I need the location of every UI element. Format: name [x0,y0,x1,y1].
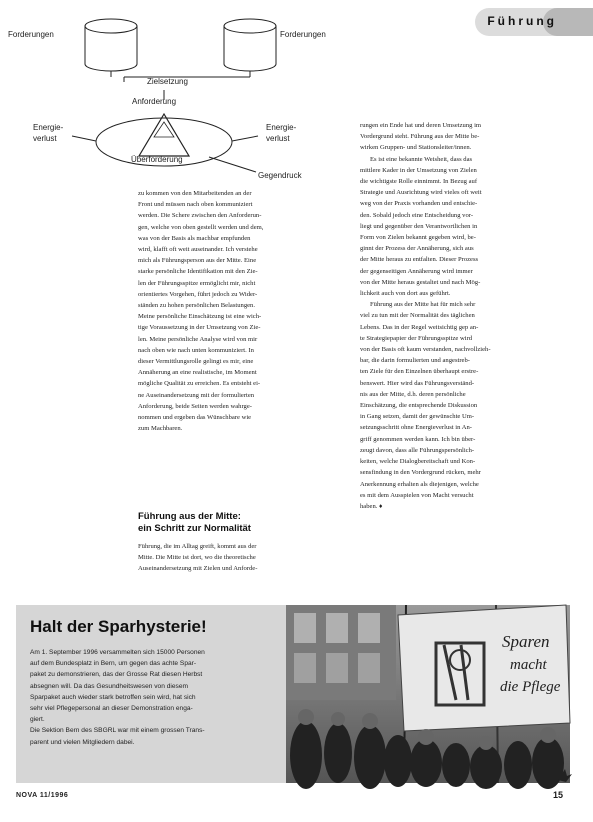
text-line: wird, klafft oft weit auseinander. Ich verstehe [138,246,258,254]
text-line: Mitte. Die Mitte ist dort, wo die theoretische [138,554,256,562]
text-line: zu kommen von den Mitarbeitenden an der [138,190,252,197]
text-line: liegt und gegenüber den Verantwortlichen in [360,222,478,230]
text-line: Vordergrund steht. Führung aus der Mitte be- [360,133,480,141]
banner-text-1: Sparen [502,632,550,651]
text-line: Meine persönliche Einschätzung ist eine wich- [138,313,262,321]
text-line: bar, die darin formulierten und angestreb- [360,357,470,365]
box-title: Halt der Sparhysterie! [30,617,207,636]
text-line: viel zu tun mit der Normalität des täglichen [360,312,475,320]
text-line: Anforderung, beide Seiten werden wahrge- [138,402,252,410]
arrow-icon [556,766,574,784]
text-line: Sparpaket auch wieder stark betroffen sein wird, hat sich [30,693,196,701]
box-text [30,647,280,748]
text-line: nach oben wie nach unten kommuniziert. In [138,346,254,354]
footer-publication: NOVA 11/1996 [16,792,69,799]
label-forderungen-left: Forderungen [8,30,54,39]
text-line: wirken Gruppen- und Stationsleiter/innen. [360,144,472,152]
text-line: parent und vielen Mitgliedern dabei. [30,738,135,746]
inner-triangle [154,122,174,137]
label-energy-loss-right-1: Energie- [266,123,297,132]
text-line: der Mitte heraus zu entfalten. Dieser Prozess [360,256,479,264]
text-line: in Gang setzen, damit der gewünschte Um- [360,413,475,421]
text-line: ständen zu hohen persönlichen Belastungen. [138,302,256,310]
text-line: griff genommen werden kann. Ich bin über- [360,435,476,443]
text-line: gen, welche von oben gestellt werden und dem, [138,223,264,231]
article-column-middle [138,188,276,434]
text-line: werden. Die Schere zwischen den Anforderun- [138,212,262,220]
text-line: tige Voraussetzung in der Umsetzung von Zie- [138,324,261,332]
demand-diagram [8,12,344,187]
banner-text-2: macht [510,657,547,673]
text-line: Einschätzung, die entsprechende Diskussion [360,402,478,410]
text-line: haben. ♦ [360,502,383,510]
text-line: ginnt der Prozess der Annäherung, sich aus [360,245,474,253]
left-cylinder-top [85,19,137,33]
text-line: weg von der Praxis vorhanden und entschie- [360,200,478,208]
text-line: die wichtigste Rolle einnimmt. In Bezug auf [360,178,478,186]
label-energy-loss-right-2: verlust [266,134,290,143]
text-line: Front und müssen nach oben kommuniziert [138,201,253,209]
text-line: len. Meine persönliche Analyse wird von mir [138,335,258,343]
label-anforderung: Anforderung [132,97,177,106]
text-line: Form von Zielen bekannt gegeben wird, be- [360,234,476,242]
right-cylinder-top [224,19,276,33]
text-line: setzungsschritt ohne Energieverlust in An- [360,424,472,432]
text-line: absegnen will. Da das Gesundheitswesen von diesem [30,682,188,690]
label-gegendruck: Gegendruck [258,171,302,180]
label-energy-loss-left-1: Energie- [33,123,64,132]
text-line: mittlere Kader in der Umsetzung von Zielen [360,166,477,174]
text-line: von der Mitte heraus gestaltet und nach Mög- [360,278,481,286]
section-title: Führung [487,14,557,28]
text-line: sensfindung in den Vordergrund rücken, mehr [360,469,481,477]
text-line: orientiertes Vorgehen, führt jedoch zu Wider- [138,290,258,298]
sidebar-box [16,605,570,783]
text-line: benswert. Hier wird das Führungsverständ- [360,379,475,387]
text-line: ne Auseinandersetzung mit der formulierten [138,391,255,399]
text-line: Es ist eine bekannte Weisheit, dass das [370,155,473,163]
page-number: 15 [552,790,563,800]
text-line: mögliche Qualität zu erreichen. Es entsteht ei- [138,380,261,388]
text-line: Führung aus der Mitte hat für mich sehr [370,301,476,309]
text-line: lichkeit auch von dort aus geführt. [360,290,451,298]
text-line: Auseinandersetzung mit Zielen und Anforde- [138,565,258,573]
subheading-line: Führung aus der Mitte: [138,511,241,522]
article-column-middle-continued [138,541,276,575]
text-line: paket zu demonstrieren, das der Grosse Rat diesen Herbst [30,671,203,679]
text-line: auf dem Bundesplatz in Bern, um gegen das achte Spar- [30,660,197,668]
text-line: Am 1. September 1996 versammelten sich 15000 Personen [30,649,205,656]
text-line: giert. [30,716,45,724]
text-line: Lebens. Das in der Regel weitsichtig gep an- [360,323,479,331]
label-ueberforderung: Überforderung [131,155,183,164]
left-cylinder-bottom [85,64,137,71]
right-cylinder-bottom [224,64,276,71]
text-line: sehr viel Pflegepersonal an dieser Demonstration enga- [30,705,193,713]
text-line: rungen ein Ende hat und deren Umsetzung im [360,122,482,129]
text-line: dieser Vermittlungsrolle gelingt es mir, eine [138,358,254,366]
text-line: nommen und ergeben das Wünschbare wie [138,414,252,422]
label-forderungen-right: Forderungen [280,30,326,39]
section-tag [475,8,583,36]
text-line: ten Ziele für den Einzelnen überhaupt erstre- [360,368,479,376]
banner-text-3: die Pflege [500,679,561,695]
text-line: keiten, welche Dialogbereitschaft und Kon- [360,458,476,466]
text-line: Anerkennung erhalten als diejenigen, welche [360,480,479,488]
text-line: Die Sektion Bern des SBGRL war mit einem grossen Trans- [30,727,205,735]
text-line: Annäherung an eine realistische, im Moment [138,369,257,377]
subheading [138,511,298,535]
demonstration-photo [286,605,570,783]
text-line: zeugt davon, dass alle Führungspersönlich- [360,446,475,454]
text-line: starke persönliche Identifikation mit den Zie- [138,268,258,276]
text-line: te Strategiepapier der Führungsspitze wird [360,334,473,342]
text-line: was von der Basis als machbar empfunden [138,234,251,242]
subheading-line: ein Schritt zur Normalität [138,523,251,534]
text-line: Führung, die im Alltag greift, kommt aus der [138,543,257,550]
text-line: Strategie und Ausrichtung wird vieles oft weit [360,189,482,197]
text-line: nis aus der Mitte, d.h. deren persönliche [360,390,466,398]
text-line: len der Führungsspitze ermöglicht mir, nicht [138,279,256,287]
text-line: den. Sobald jedoch eine Entscheidung vor- [360,211,474,219]
text-line: von der Basis oft kaum verstanden, nachvollzieh- [360,346,491,354]
label-zielsetzung: Zielsetzung [147,77,188,86]
article-column-right [360,120,570,512]
text-line: zum Machbaren. [138,425,183,433]
label-energy-loss-left-2: verlust [33,134,57,143]
text-line: mich als Führungsperson aus der Mitte. Eine [138,257,257,265]
text-line: der gegenseitigen Annäherung wird immer [360,267,473,275]
text-line: es mit dem Ausspielen von Macht versucht [360,491,474,499]
